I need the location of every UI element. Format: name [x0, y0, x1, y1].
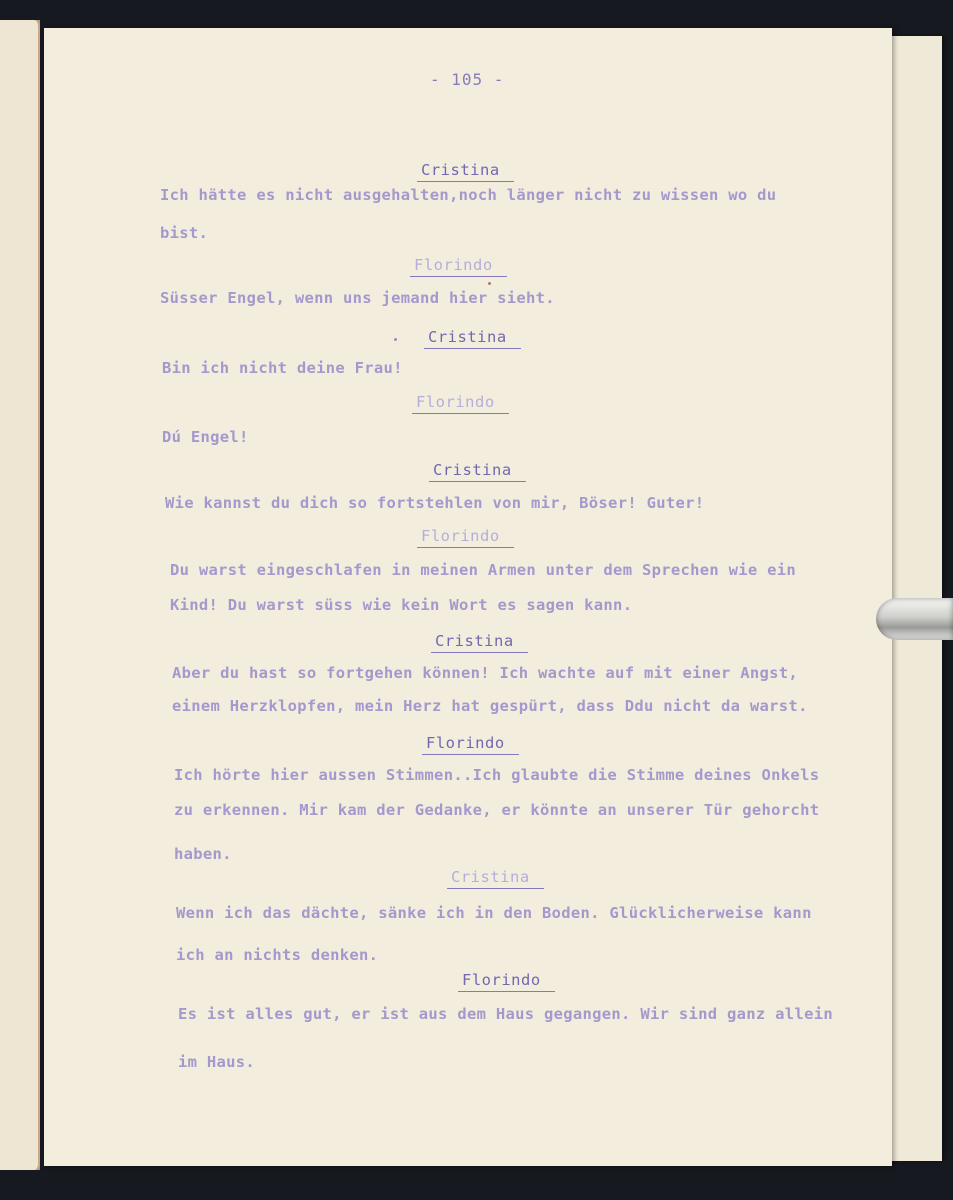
speaker-name: Cristina: [429, 461, 526, 482]
binder-clip: [876, 598, 953, 640]
dialogue-line: Ich hörte hier aussen Stimmen..Ich glaubte die Stimme deines Onkels: [174, 766, 820, 784]
previous-page: [0, 20, 40, 1170]
dialogue-line: Dú Engel!: [162, 428, 249, 446]
speaker-name: Florindo: [458, 971, 555, 992]
dialogue-line: Wenn ich das dächte, sänke ich in den Boden. Glücklicherweise kann: [176, 904, 812, 922]
dialogue-line: zu erkennen. Mir kam der Gedanke, er könnte an unserer Tür gehorcht: [174, 801, 820, 819]
dialogue-line: im Haus.: [178, 1053, 256, 1071]
dialogue-line: ich an nichts denken.: [176, 946, 379, 964]
speaker-name: Cristina: [447, 868, 544, 889]
dialogue-line: Es ist alles gut, er ist aus dem Haus gegangen. Wir sind ganz allein: [178, 1005, 833, 1023]
dialogue-line: Aber du hast so fortgehen können! Ich wachte auf mit einer Angst,: [172, 664, 799, 682]
speaker-name: Cristina: [431, 632, 528, 653]
ink-mark: [394, 338, 397, 341]
dialogue-line: Kind! Du warst süss wie kein Wort es sagen kann.: [170, 596, 633, 614]
speaker-name: Florindo: [422, 734, 519, 755]
dialogue-line: Süsser Engel, wenn uns jemand hier sieht.: [160, 289, 555, 307]
ink-mark: [488, 282, 491, 285]
dialogue-line: bist.: [160, 224, 209, 242]
dialogue-line: Ich hätte es nicht ausgehalten,noch länger nicht zu wissen wo du: [160, 186, 777, 204]
dialogue-line: Bin ich nicht deine Frau!: [162, 359, 403, 377]
dialogue-line: haben.: [174, 845, 232, 863]
page-number: - 105 -: [430, 70, 505, 89]
dialogue-line: Du warst eingeschlafen in meinen Armen unter dem Sprechen wie ein: [170, 561, 797, 579]
dialogue-line: Wie kannst du dich so fortstehlen von mir, Böser! Guter!: [165, 494, 705, 512]
speaker-name: Florindo: [410, 256, 507, 277]
speaker-name: Florindo: [417, 527, 514, 548]
speaker-name: Florindo: [412, 393, 509, 414]
speaker-name: Cristina: [424, 328, 521, 349]
speaker-name: Cristina: [417, 161, 514, 182]
dialogue-line: einem Herzklopfen, mein Herz hat gespürt, dass Ddu nicht da warst.: [172, 697, 808, 715]
